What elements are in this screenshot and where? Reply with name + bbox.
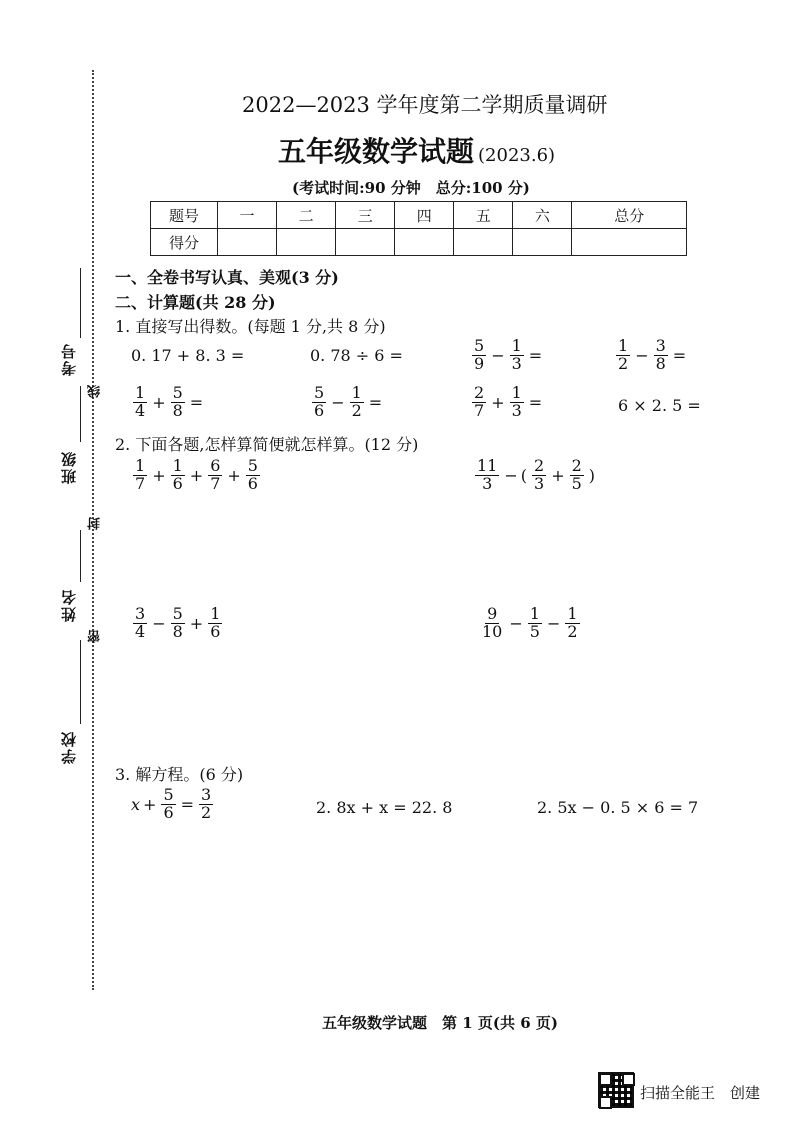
q2-item-a: $\frac{1}{7}$ + $\frac{1}{6}$ + $\frac{6}{7}$ + $\frac{5}{6}$ [135,456,258,493]
q3-item-a: x + $\frac{5}{6}$ = $\frac{3}{2}$ [131,785,212,822]
q1-item-f: $\frac{5}{6}$ − $\frac{1}{2}$ = [314,383,383,420]
score-cell-1: 一 [218,202,277,229]
page-footer: 五年级数学试题 第 1 页(共 6 页) [322,1014,558,1032]
class-line [80,386,81,442]
seal-mark-seal: 封 [88,515,103,530]
seal-mark-line: 线 [88,383,103,398]
score-cell-total: 总分 [572,202,687,229]
score-table [150,201,687,256]
question-3-heading: 3. 解方程。(6 分) [115,765,244,784]
score-cell-3: 三 [336,202,395,229]
name-label: 姓名 [60,588,78,622]
q2-item-c: $\frac{3}{4}$ − $\frac{5}{8}$ + $\frac{1}{6}$ [135,604,221,641]
binding-dotted-line [92,70,94,990]
title-date: (2023.6) [478,145,556,166]
scanner-watermark: 扫描全能王 创建 [640,1084,761,1102]
exam-info: (考试时间:90 分钟 总分:100 分) [292,179,530,197]
page-title [278,130,555,170]
q2-item-b: $\frac{11}{3}$ − ( $\frac{2}{3}$ + $\frac{2}{5}$ ) [477,456,596,493]
exam-number-line [80,268,81,338]
seal-mark-secret: 密 [88,628,103,643]
question-2-heading: 2. 下面各题,怎样算简便就怎样算。(12 分) [115,435,419,454]
q1-item-h: 6 × 2. 5 = [618,396,701,415]
q1-item-g: $\frac{2}{7}$ + $\frac{1}{3}$ = [474,383,543,420]
q2-item-d: $\frac{9}{10}$ − $\frac{1}{5}$ − $\frac{1}{2}$ [482,604,578,641]
score-input-3[interactable] [336,229,395,256]
score-input-4[interactable] [395,229,454,256]
section-1-heading: 一、全卷书写认真、美观(3 分) [115,268,339,287]
score-cell-6: 六 [513,202,572,229]
score-cell-4: 四 [395,202,454,229]
q1-item-b: 0. 78 ÷ 6 = [310,346,403,365]
q1-item-d: $\frac{1}{2}$ − $\frac{3}{8}$ = [618,336,687,373]
class-label: 班级 [60,450,78,484]
score-cell-label: 题号 [151,202,218,229]
score-cell-5: 五 [454,202,513,229]
school-line [80,640,81,724]
q3-item-c: 2. 5x − 0. 5 × 6 = 7 [537,798,699,817]
score-table-score-row [151,229,687,256]
q1-item-e: $\frac{1}{4}$ + $\frac{5}{8}$ = [135,383,204,420]
section-2-heading: 二、计算题(共 28 分) [115,293,276,312]
name-line [80,530,81,582]
score-input-2[interactable] [277,229,336,256]
score-input-total[interactable] [572,229,687,256]
q3-item-b: 2. 8x + x = 22. 8 [316,798,453,817]
score-input-5[interactable] [454,229,513,256]
score-cell-2: 二 [277,202,336,229]
year-line: 2022—2023 学年度第二学期质量调研 [242,93,608,117]
score-row-label: 得分 [151,229,218,256]
score-input-1[interactable] [218,229,277,256]
school-label: 学校 [60,730,78,764]
q1-item-c: $\frac{5}{9}$ − $\frac{1}{3}$ = [474,336,543,373]
score-table-header-row [151,202,687,229]
score-input-6[interactable] [513,229,572,256]
q1-item-a: 0. 17 + 8. 3 = [131,346,245,365]
exam-number-label: 考号 [60,342,78,376]
title-text: 五年级数学试题 [278,135,475,168]
question-1-heading: 1. 直接写出得数。(每题 1 分,共 8 分) [115,317,386,336]
